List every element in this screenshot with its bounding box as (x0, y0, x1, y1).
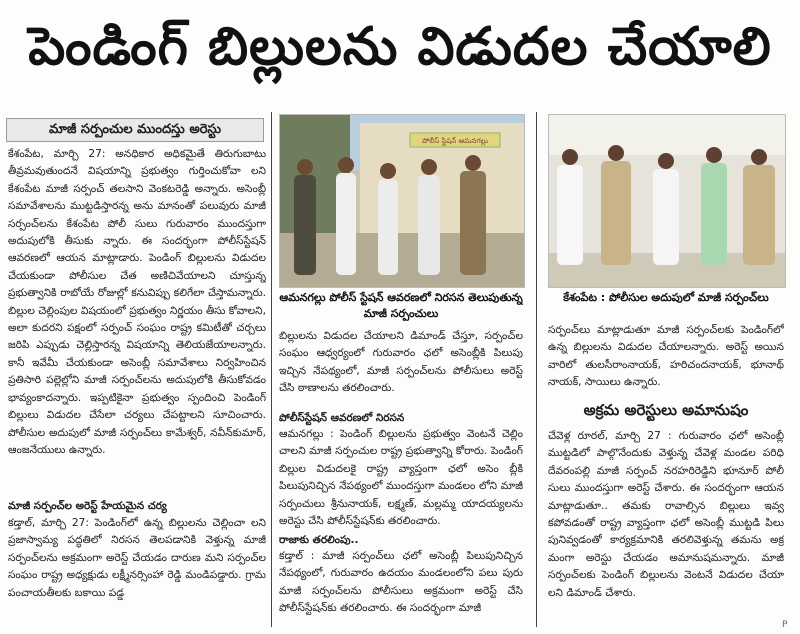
photo1-station-sign: పోలీస్ స్టేషన్ ఆమనగల్లు (422, 137, 488, 145)
headline: పెండింగ్ బిల్లులను విడుదల చేయాలి (28, 17, 772, 77)
col2-body-3-text: కడ్తాల్ : మాజీ సర్పంచ్‌లు ఛలో అసెంబ్లీ పిలుపునిచ్చిన నేపథ్యంలో, గురువారం ఉదయం మండలంలోని పలు పురు మాజీ సర్పంచ్‌లను పోలీసులు అక్రమంగా అరెస్ట్ చేసి పోలీస్‌స్టేషన్‌కు తరలించారు. ఈ సందర్భంగా మాజీ (279, 550, 523, 615)
col3-subhead: అక్రమ అరెస్టులు అమానుషం (583, 401, 749, 419)
column-divider-1 (271, 112, 272, 627)
photo-protest-amangal (279, 114, 525, 288)
photo2-caption: కేశంపేట : పోలీసుల అదుపులో మాజీ సర్పంచ్‌లు (563, 291, 769, 304)
col1-body (8, 146, 266, 496)
col2-body (279, 328, 523, 408)
col3-body-2-text: చేవెళ్ల రూరల్, మార్చి 27 : గురువారం ఛలో అసెంబ్లీ ముట్టడిలో పాల్గొనేందుకు వెళ్తున్న చేవెళ్ల మండల పరిధి దేవరంపల్లి మాజీ సర్పంచ్ నరహరిరెడ్డిని భూనూర్ పోలీ సులు ముందస్తుగా అరెస్ట్ చేశారు. ఈ సందర్భంగా ఆయన మాట్లాడుతూ.. తమకు రావాల్సిన బిల్లులు ఇవ్వ కపోవడంతో రాష్ట్ర వ్యాప్తంగా ఛలో అసెంబ్లీ ముట్టడి పిలు పునివ్వడంతో కార్యక్రమానికి తరలివెళ్తున్న తమను అక్ర మంగా అరెస్టు చేయడం అమానుషమన్నారు. మాజీ సర్పంచ్‌లకు పెండింగ్ బిల్లులను వెంటనే విడుదల చేయా లని డిమాండ్ చేశారు. (548, 430, 784, 599)
col2-body-2-text: ఆమనగల్లు : పెండింగ్ బిల్లులను ప్రభుత్వం వెంటనే చెల్లిం చాలని మాజీ సర్పంచుల రాష్ట్ర ప్రభుత్వాన్ని కోరారు. పెండింగ్ బిల్లుల విడుదలకై రాష్ట్ర వ్యాప్తంగా ఛలో అసెం బ్లీకి పిలుపునిచ్చిన నేపథ్యంలో ముందస్తుగా మండలం లోని మాజీ సర్పంచులు శ్రీనునాయక్, లక్ష్మణ్, మల్లమ్మ యాదయ్యలను అరెస్టు చేసి పోలీస్‌స్టేషన్‌కు తరలించారు. (279, 428, 523, 528)
col1-body-2-text: కడ్తాల్, మార్చి 27: పెండింగ్‌లో ఉన్న బిల్లులను చెల్లించా లని ప్రజాస్వామ్య పద్ధతిలో నిరసన తెలపడానికి వెళ్తున్న మాజీ సర్పంచ్‌లను అక్రమంగా అరెస్ట్ చేయడం దారుణ మని సర్పంచ్‌ల సంఘం రాష్ట్ర అధ్యక్షుడు లక్ష్మీనర్సింహా రెడ్డి మండిపడ్డారు. గ్రామ పంచాయతీలకు బకాయి పడ్డ (8, 517, 266, 599)
column-divider-2 (536, 112, 537, 627)
col2-subhead: పోలీస్‌స్టేషన్ ఆవరణలో నిరసన (279, 412, 405, 424)
col1-subhead: మాజీ సర్పంచుల ముందస్తు అరెస్టు (6, 118, 264, 142)
photo1-caption: ఆమనగల్లు పోలీస్ స్టేషన్ ఆవరణలో నిరసన తెలుపుతున్న మాజీ సర్పంచులు (279, 291, 523, 320)
photo-detained-keshampet (548, 114, 786, 288)
page-mark: P (782, 620, 788, 630)
col2-body-3 (279, 548, 523, 626)
photo-detained-keshampet-image (549, 115, 785, 287)
col2-subhead-2: రాజాకు తరలింపు.. (279, 534, 359, 546)
col1-body-2 (8, 515, 266, 625)
col1-body-text: కేశంపేట, మార్చి 27: అనధికార అధికమైతే తిరుగుబాటు తీవ్రమవుతుందనే విషయాన్ని ప్రభుత్వం గుర్తించుకోవా లని కేశంపేట మాజీ సర్పంచ్ తలసాని వెంకటరెడ్డి అన్నారు. అసెంబ్లీ సమావేశాలను ముట్టడిస్తారన్న అను మానంతో పలువురు మాజీ సర్పంచ్‌లను కేశంపేట పోలీ సులు గురువారం ముందస్తుగా అదుపులోకి తీసుకు న్నారు. ఈ సందర్భంగా పోలీస్‌స్టేషన్ ఆవరణలో ఆయన మాట్లాడారు. పెండింగ్ బిల్లులను విడుదల చేయకుండా పోలీసుల చేత అణిచివేయాలని చూస్తున్న ప్రభుత్వానికి రాబోయే రోజుల్లో కనువిప్పు కలిగేలా చేస్తామన్నారు. బిల్లుల చెల్లింపుల విషయంలో ప్రభుత్వం నిర్ణయం తీసు కోవాలని, అలా కుదరని పక్షంలో సర్పంచ్ సంఘం రాష్ట్ర కమిటీతో చర్చలు జరిపి ఎప్పుడు చెల్లిస్తారన్న విషయాన్ని తెలియజేయాలన్నారు. కానీ ఇవేమీ చేయకుండా అసెంబ్లీ సమావేశాలు నిర్వహించిన ప్రతిసారి పల్లెల్లోని మాజీ సర్పంచ్‌లను అదుపులోకి తీసుకోవడం భావ్యంకాదన్నారు. ఇప్పటికైనా ప్రభుత్వం స్పందించి పెండింగ్ బిల్లులు విడుదల చేసేలా చర్యలు చేపట్టాలని సూచించారు. పోలీసుల అదుపులో మాజీ సర్పంచ్‌లు కామేశ్వర్, నవీన్‌కుమార్, ఆంజనేయులు ఉన్నారు. (8, 148, 266, 456)
col1-subhead-2: మాజీ సర్పంచ్‌ల అరెస్ట్ హేయమైన చర్య (8, 500, 167, 512)
col3-body (548, 322, 784, 392)
photo-protest-amangal-image (280, 115, 524, 287)
col3-body-2 (548, 428, 784, 626)
col2-body-text: బిల్లులను విడుదల చేయాలని డిమాండ్ చేస్తూ, సర్పంచ్‌ల సంఘం ఆధ్వర్యంలో గురువారం ఛలో అసెంబ్లీకి పిలుపు ఇచ్చిన నేపథ్యంలో, మాజీ సర్పంచ్‌లను పోలీసులు అరెస్ట్ చేసి ఠాణాలను తరలించారు. (279, 330, 523, 395)
col3-body-text: సర్పంచ్‌లు మాట్లాడుతూ మాజీ సర్పంచ్‌లకు పెండింగ్‌లో ఉన్న బిల్లులను విడుదల చేయాలన్నారు. అరెస్ట్ అయిన వారిలో తులసీరాంనాయక్, హరిచందనాయక్, భూనాథ్ నాయక్, సాయిలు ఉన్నారు. (548, 324, 784, 389)
col2-body-2 (279, 426, 523, 532)
